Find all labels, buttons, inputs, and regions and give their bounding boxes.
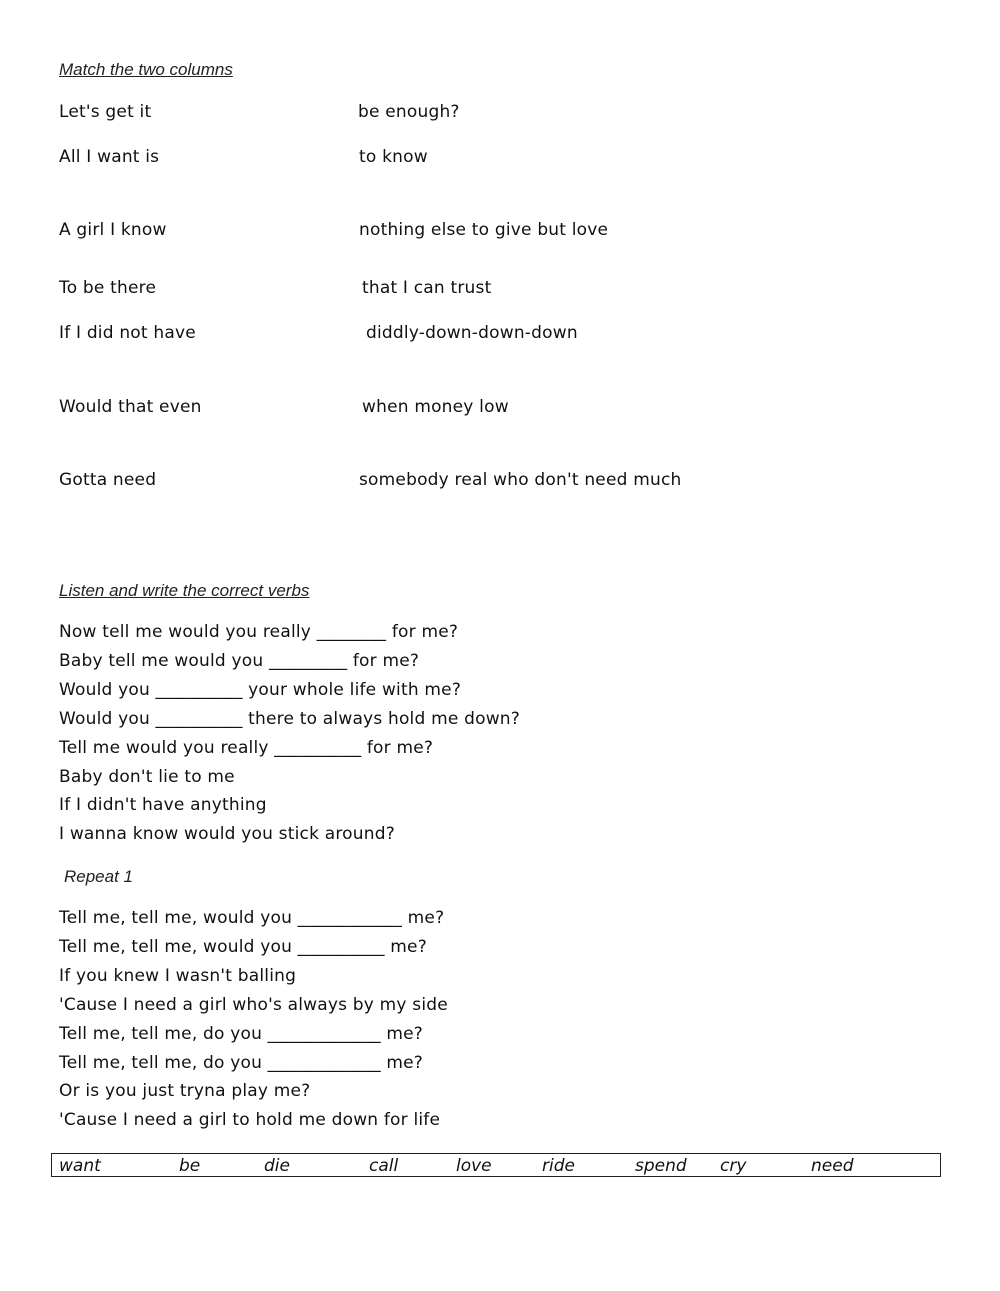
lyric-line: I wanna know would you stick around? (59, 824, 395, 844)
word-bank-item: cry (720, 1156, 747, 1176)
match-left-item: Gotta need (59, 470, 157, 490)
match-left-item: All I want is (59, 147, 160, 167)
match-right-item: nothing else to give but love (359, 220, 609, 240)
match-right-item: to know (359, 147, 428, 167)
lyric-line: Tell me, tell me, would you ____________ me? (59, 908, 445, 928)
lyric-line: Or is you just tryna play me? (59, 1081, 311, 1101)
match-columns-title: Match the two columns (59, 60, 233, 79)
lyric-line: Baby don't lie to me (59, 767, 235, 787)
lyric-line: If you knew I wasn't balling (59, 966, 297, 986)
listen-verbs-title: Listen and write the correct verbs (59, 581, 310, 600)
repeat-label: Repeat 1 (64, 867, 133, 886)
match-left-item: If I did not have (59, 323, 196, 343)
word-bank-item: want (59, 1156, 101, 1176)
lyric-line: If I didn't have anything (59, 795, 267, 815)
lyric-line: 'Cause I need a girl to hold me down for life (59, 1110, 441, 1130)
match-right-item: that I can trust (362, 278, 492, 298)
match-left-item: To be there (59, 278, 157, 298)
lyric-line: Now tell me would you really ________ for me? (59, 622, 459, 642)
lyric-line: Would you __________ your whole life with me? (59, 680, 462, 700)
match-right-item: when money low (362, 397, 509, 417)
word-bank-item: call (369, 1156, 399, 1176)
word-bank-item: die (264, 1156, 290, 1176)
match-left-item: Let's get it (59, 102, 152, 122)
word-bank-item: love (456, 1156, 492, 1176)
word-bank-item: be (179, 1156, 201, 1176)
lyric-line: Tell me, tell me, would you __________ me? (59, 937, 427, 957)
match-left-item: Would that even (59, 397, 202, 417)
match-right-item: diddly-down-down-down (366, 323, 578, 343)
word-bank-item: spend (635, 1156, 687, 1176)
lyric-line: Baby tell me would you _________ for me? (59, 651, 420, 671)
lyric-line: Tell me would you really __________ for me? (59, 738, 434, 758)
match-left-item: A girl I know (59, 220, 167, 240)
word-bank-item: ride (542, 1156, 575, 1176)
lyric-line: 'Cause I need a girl who's always by my side (59, 995, 448, 1015)
word-bank (51, 1153, 941, 1177)
match-right-item: be enough? (358, 102, 460, 122)
word-bank-item: need (811, 1156, 854, 1176)
lyric-line: Tell me, tell me, do you _____________ me? (59, 1053, 424, 1073)
lyric-line: Tell me, tell me, do you _____________ me? (59, 1024, 424, 1044)
lyric-line: Would you __________ there to always hold me down? (59, 709, 520, 729)
match-right-item: somebody real who don't need much (359, 470, 682, 490)
